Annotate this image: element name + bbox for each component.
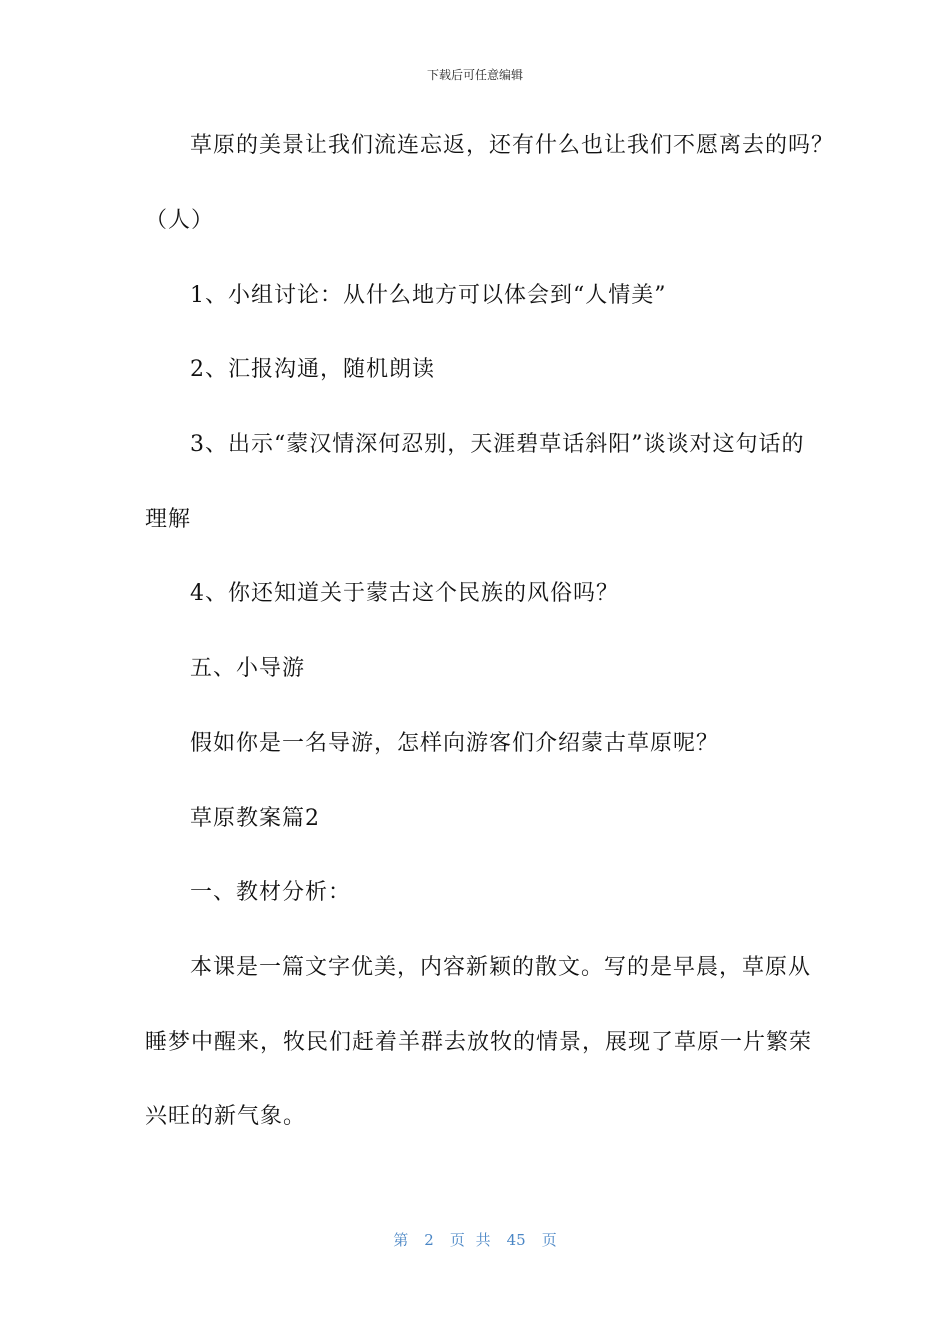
page-header: 下载后可任意编辑 [426, 68, 523, 82]
page-number: 2 [424, 1231, 434, 1249]
paragraph-line: 兴旺的新气象。 [145, 1104, 307, 1129]
paragraph-line: 4、你还知道关于蒙古这个民族的风俗吗？ [190, 581, 619, 606]
footer-suffix: 页 [541, 1231, 557, 1249]
paragraph-line: 2、汇报沟通，随机朗读 [190, 357, 435, 382]
section-heading: 草原教案篇2 [190, 806, 320, 831]
paragraph-line: 3、出示“蒙汉情深何忍别，天涯碧草话斜阳”谈谈对这句话的 [190, 432, 805, 457]
total-pages: 45 [506, 1231, 526, 1249]
section-heading: 一、教材分析： [190, 880, 352, 905]
paragraph-line: 假如你是一名导游，怎样向游客们介绍蒙古草原呢？ [190, 731, 720, 756]
section-heading: 五、小导游 [190, 656, 306, 681]
paragraph-line: 1、小组讨论：从什么地方可以体会到“人情美” [190, 283, 667, 308]
page-footer [0, 1229, 950, 1250]
paragraph-line: 睡梦中醒来，牧民们赶着羊群去放牧的情景，展现了草原一片繁荣 [145, 1030, 813, 1055]
paragraph-line: 理解 [145, 507, 192, 532]
paragraph-line: 本课是一篇文字优美，内容新颖的散文。写的是早晨，草原从 [190, 955, 812, 980]
footer-prefix: 第 [393, 1231, 409, 1249]
paragraph-line: （人） [145, 208, 215, 233]
paragraph-line: 草原的美景让我们流连忘返，还有什么也让我们不愿离去的吗？ [190, 133, 835, 158]
footer-middle: 页 共 [449, 1231, 491, 1249]
